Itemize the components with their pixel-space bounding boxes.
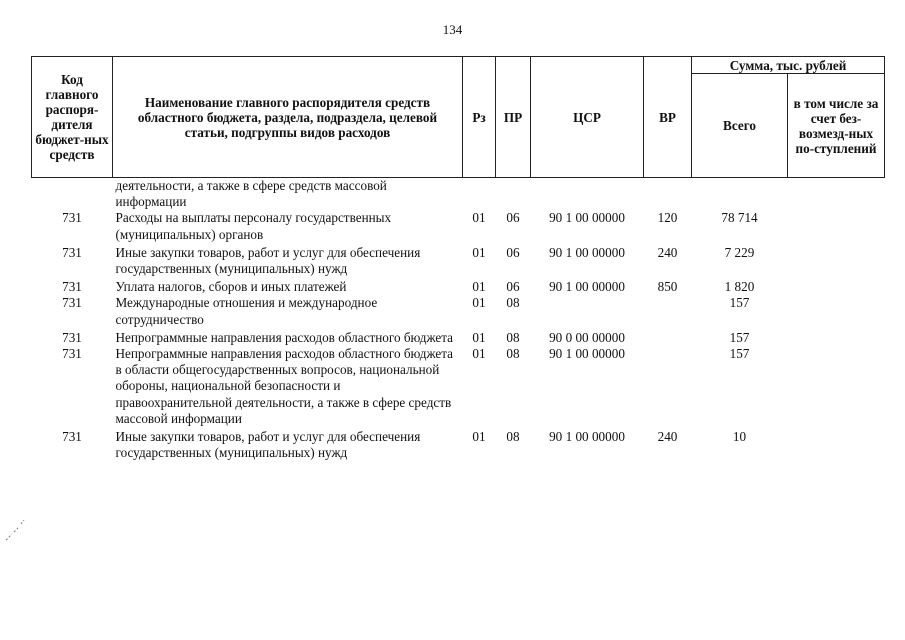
row-csr: 90 1 00 00000 (549, 279, 625, 295)
row-name: деятельности, а также в сфере средств массовой информации (115, 178, 387, 210)
row-rz: 01 (472, 329, 486, 345)
row-gratis (788, 245, 885, 279)
table-row (32, 295, 885, 329)
row-csr: 90 1 00 00000 (549, 210, 625, 226)
row-vr: 850 (657, 279, 678, 295)
header-vr: ВР (644, 57, 692, 178)
row-csr: 90 0 00 00000 (549, 329, 625, 345)
row-total: 10 (732, 429, 747, 445)
row-csr: 90 1 00 00000 (549, 244, 625, 260)
row-total: 78 714 (721, 210, 758, 226)
row-rz: 01 (472, 295, 486, 311)
table-row (32, 429, 885, 461)
row-name: Иные закупки товаров, работ и услуг для обеспечения государственных (муниципальных) нужд (115, 429, 421, 461)
row-total: 157 (729, 295, 750, 311)
table-row (32, 210, 885, 244)
table-header (32, 57, 885, 178)
row-name: Международные отношения и международное сотрудничество (115, 295, 378, 327)
header-rz: Рз (463, 57, 496, 178)
row-code: 731 (62, 244, 82, 260)
row-total: 157 (729, 329, 750, 345)
row-rz: 01 (472, 346, 486, 362)
row-rz: 01 (472, 244, 486, 260)
row-gratis (788, 210, 885, 244)
table-row (32, 279, 885, 295)
row-vr (644, 330, 692, 346)
row-csr (531, 295, 644, 329)
table-body (32, 178, 885, 462)
row-pr: 08 (506, 295, 520, 311)
row-code: 731 (62, 329, 82, 345)
row-pr: 08 (506, 329, 520, 345)
row-total: 1 820 (724, 279, 755, 295)
header-sum-group: Сумма, тыс. рублей (692, 57, 885, 74)
row-name: Непрограммные направления расходов областного бюджета в области общегосударственных вопросов, национальной обороны, национальной безопасности и правоохранительной деятельности, а также в сфере средств массовой информации (115, 346, 454, 426)
row-csr (531, 178, 644, 211)
row-pr: 06 (506, 210, 520, 226)
table-row (32, 245, 885, 279)
page-number: 134 (442, 22, 463, 37)
header-total: Всего (692, 74, 788, 178)
row-gratis (788, 330, 885, 346)
row-rz: 01 (472, 279, 486, 295)
row-name: Иные закупки товаров, работ и услуг для обеспечения государственных (муниципальных) нужд (115, 244, 421, 277)
header-code: Код главного распоря-дителя бюджет-ных средств (32, 57, 113, 178)
row-rz: 01 (472, 429, 486, 445)
row-pr: 06 (506, 244, 520, 260)
row-gratis (788, 346, 885, 429)
row-csr: 90 1 00 00000 (549, 429, 625, 445)
row-gratis (788, 178, 885, 211)
row-pr: 08 (506, 429, 520, 445)
row-pr (496, 178, 531, 211)
header-pr: ПР (496, 57, 531, 178)
row-vr: 120 (657, 210, 678, 226)
row-vr: 240 (657, 429, 678, 445)
row-code: 731 (62, 429, 82, 445)
row-rz: 01 (472, 210, 486, 226)
row-gratis (788, 279, 885, 295)
table-row (32, 178, 885, 211)
row-gratis (788, 295, 885, 329)
row-total: 7 229 (724, 244, 755, 260)
row-vr (644, 178, 692, 211)
row-pr: 06 (506, 279, 520, 295)
row-code: 731 (62, 295, 82, 311)
budget-table (31, 56, 885, 461)
row-code: 731 (62, 346, 82, 362)
row-total: 157 (729, 346, 750, 362)
row-code: 731 (62, 279, 82, 295)
row-name: Непрограммные направления расходов областного бюджета (115, 329, 454, 345)
header-gratis: в том числе за счет без-возмезд-ных по-ступлений (788, 74, 885, 178)
row-code: 731 (62, 210, 82, 226)
table-row (32, 346, 885, 429)
row-rz (463, 178, 496, 211)
header-name: Наименование главного распорядителя средств областного бюджета, раздела, подраздела, целевой статьи, подгруппы видов расходов (113, 57, 463, 178)
row-name: Уплата налогов, сборов и иных платежей (115, 279, 347, 295)
row-vr: 240 (657, 244, 678, 260)
header-csr: ЦСР (531, 57, 644, 178)
scan-mark (4, 512, 28, 542)
table-row (32, 330, 885, 346)
row-csr: 90 1 00 00000 (549, 346, 625, 362)
row-name: Расходы на выплаты персоналу государственных (муниципальных) органов (115, 210, 392, 242)
row-vr (644, 346, 692, 429)
row-gratis (788, 429, 885, 461)
row-pr: 08 (506, 346, 520, 362)
row-total (692, 178, 788, 211)
row-vr (644, 295, 692, 329)
row-code (32, 178, 113, 211)
